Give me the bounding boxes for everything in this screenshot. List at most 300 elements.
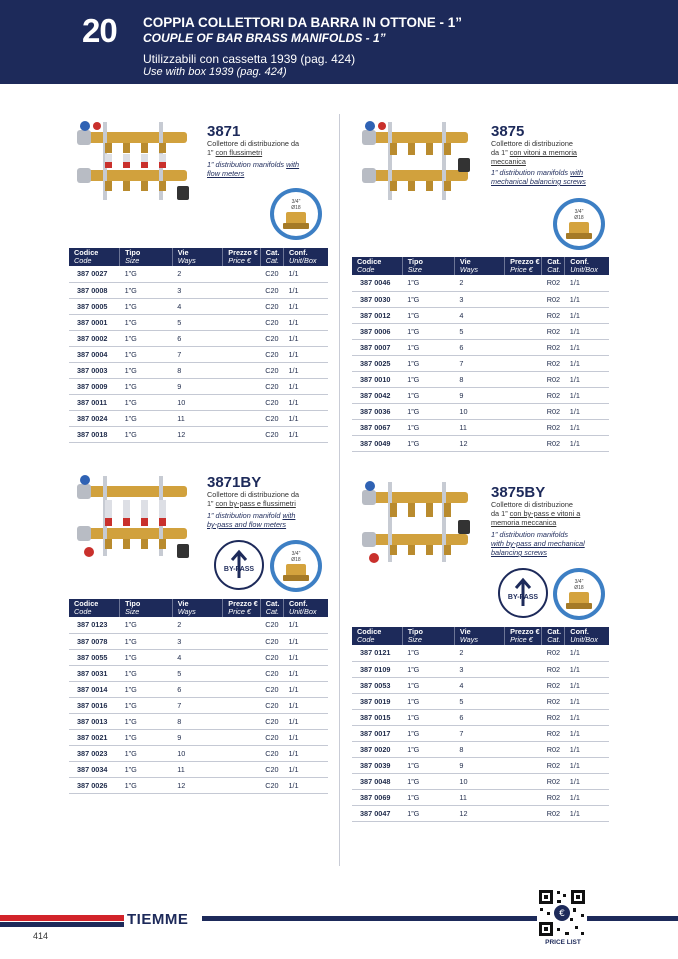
- table-cell: 1”G: [120, 729, 173, 745]
- table-cell: 7: [454, 725, 504, 741]
- table-cell: 1/1: [283, 681, 328, 697]
- table-row: [69, 282, 328, 298]
- table-cell: [223, 410, 260, 426]
- table-row: [69, 394, 328, 410]
- table-cell: 2: [454, 645, 504, 661]
- table-row: [69, 314, 328, 330]
- table-row: [69, 681, 328, 697]
- column-header: [454, 257, 504, 275]
- table-cell: 1/1: [565, 323, 609, 339]
- table-row: [69, 410, 328, 426]
- column-header-label-en: Size: [125, 607, 140, 616]
- column-header-label: Cat.: [547, 257, 562, 266]
- column-header: [172, 248, 223, 266]
- table-cell: [223, 394, 260, 410]
- table-cell: 387 0036: [352, 403, 402, 419]
- table-cell: 10: [172, 394, 223, 410]
- table-cell: [505, 693, 542, 709]
- table-cell: 1”G: [120, 330, 173, 346]
- table-row: [352, 757, 609, 773]
- table-row: [352, 661, 609, 677]
- column-header-label-en: Size: [125, 256, 140, 265]
- table-cell: 1”G: [120, 713, 173, 729]
- table-cell: [505, 275, 542, 291]
- table-row: [69, 649, 328, 665]
- table-cell: 387 0017: [352, 725, 402, 741]
- table-cell: R02: [542, 693, 565, 709]
- table-cell: 1”G: [402, 307, 454, 323]
- table-cell: 387 0019: [352, 693, 402, 709]
- product-code: 3871: [207, 123, 241, 140]
- table-cell: 10: [454, 773, 504, 789]
- table-cell: 6: [172, 330, 223, 346]
- table-cell: C20: [260, 410, 283, 426]
- column-header-label-en: Code: [357, 635, 375, 644]
- table-cell: [223, 346, 260, 362]
- footer-stripe-blue: [0, 922, 124, 927]
- column-header-label: Vie: [177, 248, 189, 257]
- column-header-label: Cat.: [265, 599, 280, 608]
- price-table-3875: [352, 257, 609, 452]
- column-header-label: Prezzo €: [510, 257, 540, 266]
- table-row: [352, 355, 609, 371]
- table-cell: 5: [454, 323, 504, 339]
- table-cell: 1”G: [402, 661, 454, 677]
- table-cell: 1”G: [402, 419, 454, 435]
- product-desc-it: Collettore di distribuzione da 1” con by-pass e flussimetri: [207, 490, 300, 508]
- table-cell: 11: [172, 410, 223, 426]
- table-cell: 1”G: [120, 410, 173, 426]
- table-cell: R02: [542, 355, 565, 371]
- table-cell: R02: [542, 773, 565, 789]
- table-cell: 387 0047: [352, 805, 402, 821]
- table-cell: 1/1: [565, 291, 609, 307]
- table-cell: 3: [454, 291, 504, 307]
- table-cell: [505, 323, 542, 339]
- table-row: [352, 645, 609, 661]
- table-row: [69, 378, 328, 394]
- table-cell: R02: [542, 661, 565, 677]
- table-cell: C20: [260, 729, 283, 745]
- column-header-label: Tipo: [407, 627, 423, 636]
- table-cell: 12: [454, 805, 504, 821]
- table-cell: 3: [172, 282, 223, 298]
- table-cell: 1”G: [402, 677, 454, 693]
- table-cell: 1/1: [565, 789, 609, 805]
- table-cell: [223, 378, 260, 394]
- table-cell: 387 0069: [352, 789, 402, 805]
- table-cell: C20: [260, 266, 283, 282]
- column-header-label-en: Price €: [510, 635, 533, 644]
- column-header: [260, 248, 283, 266]
- table-cell: 1/1: [283, 362, 328, 378]
- table-cell: 1”G: [402, 773, 454, 789]
- table-cell: C20: [260, 681, 283, 697]
- table-cell: R02: [542, 323, 565, 339]
- table-cell: R02: [542, 291, 565, 307]
- product-code: 3875: [491, 123, 525, 140]
- table-cell: 387 0109: [352, 661, 402, 677]
- table-cell: [505, 773, 542, 789]
- column-header: [223, 599, 260, 617]
- table-cell: 387 0027: [69, 266, 120, 282]
- column-divider: [339, 114, 340, 866]
- table-cell: 7: [172, 346, 223, 362]
- column-header-label: Vie: [177, 599, 189, 608]
- column-header: [402, 257, 454, 275]
- table-row: [352, 371, 609, 387]
- table-cell: R02: [542, 741, 565, 757]
- column-header-label: Vie: [459, 257, 471, 266]
- table-cell: 1/1: [565, 741, 609, 757]
- table-cell: [505, 709, 542, 725]
- table-cell: R02: [542, 757, 565, 773]
- table-cell: C20: [260, 761, 283, 777]
- column-header-label-en: Ways: [177, 607, 196, 616]
- table-cell: 1”G: [402, 339, 454, 355]
- table-cell: 1/1: [283, 298, 328, 314]
- table-cell: C20: [260, 314, 283, 330]
- table-cell: [223, 633, 260, 649]
- table-cell: R02: [542, 419, 565, 435]
- table-cell: 1”G: [120, 665, 173, 681]
- column-header-label: Codice: [357, 627, 382, 636]
- column-header-label-en: Unit/Box: [288, 607, 317, 616]
- table-cell: [223, 713, 260, 729]
- table-cell: 1/1: [283, 777, 328, 793]
- table-cell: R02: [542, 805, 565, 821]
- table-cell: 1”G: [402, 725, 454, 741]
- table-cell: 1/1: [565, 275, 609, 291]
- column-header-label-en: Unit/Box: [570, 265, 598, 274]
- table-cell: 1/1: [565, 419, 609, 435]
- table-cell: 9: [454, 757, 504, 773]
- product-image-3875: [360, 118, 475, 208]
- column-header-label-en: Unit/Box: [570, 635, 598, 644]
- table-cell: [505, 291, 542, 307]
- table-header-row: [352, 257, 609, 275]
- table-cell: R02: [542, 339, 565, 355]
- table-cell: [223, 681, 260, 697]
- table-row: [69, 298, 328, 314]
- table-row: [352, 307, 609, 323]
- column-header: [402, 627, 454, 645]
- table-cell: C20: [260, 362, 283, 378]
- table-cell: 1”G: [120, 681, 173, 697]
- table-cell: C20: [260, 298, 283, 314]
- usage-note: Utilizzabili con cassetta 1939 (pag. 424): [143, 52, 356, 66]
- table-cell: C20: [260, 665, 283, 681]
- table-cell: 387 0034: [69, 761, 120, 777]
- table-cell: [223, 617, 260, 633]
- table-cell: 1”G: [402, 291, 454, 307]
- table-cell: 1”G: [402, 757, 454, 773]
- table-cell: [505, 757, 542, 773]
- fitting-icon: 3/4" Ø18: [270, 540, 322, 592]
- table-cell: 1/1: [283, 729, 328, 745]
- table-cell: 5: [172, 665, 223, 681]
- page-title: COPPIA COLLETTORI DA BARRA IN OTTONE - 1”: [143, 15, 463, 30]
- column-header-label-en: Code: [74, 607, 92, 616]
- table-cell: 1”G: [120, 617, 173, 633]
- column-header-label-en: Price €: [510, 265, 533, 274]
- table-cell: 387 0048: [352, 773, 402, 789]
- table-cell: 9: [454, 387, 504, 403]
- table-cell: [505, 741, 542, 757]
- table-row: [352, 725, 609, 741]
- table-cell: R02: [542, 275, 565, 291]
- table-cell: [223, 761, 260, 777]
- table-cell: 3: [172, 633, 223, 649]
- table-cell: [505, 403, 542, 419]
- table-cell: 1”G: [120, 633, 173, 649]
- table-cell: C20: [260, 346, 283, 362]
- table-cell: 1/1: [283, 426, 328, 442]
- table-cell: C20: [260, 617, 283, 633]
- table-cell: [505, 725, 542, 741]
- table-cell: [223, 362, 260, 378]
- table-cell: [223, 314, 260, 330]
- table-cell: [505, 371, 542, 387]
- column-header-label: Prezzo €: [510, 627, 540, 636]
- table-cell: 1/1: [283, 314, 328, 330]
- table-cell: [505, 339, 542, 355]
- product-image-3871BY: [75, 472, 195, 564]
- fitting-icon: 3/4" Ø18: [553, 198, 605, 250]
- table-cell: C20: [260, 330, 283, 346]
- table-cell: 1”G: [120, 346, 173, 362]
- table-row: [69, 713, 328, 729]
- table-cell: 1”G: [120, 426, 173, 442]
- column-header: [505, 257, 542, 275]
- table-cell: C20: [260, 649, 283, 665]
- table-cell: 387 0013: [69, 713, 120, 729]
- column-header-label-en: Unit/Box: [288, 256, 317, 265]
- table-cell: R02: [542, 307, 565, 323]
- table-cell: [223, 777, 260, 793]
- column-header-label: Tipo: [407, 257, 423, 266]
- column-header-label: Tipo: [125, 599, 141, 608]
- column-header-label-en: Ways: [459, 635, 479, 644]
- table-cell: 1/1: [283, 346, 328, 362]
- product-desc-it: Collettore di distribuzione da 1” con vitoni a memoria meccanica: [491, 139, 577, 166]
- column-header-label-en: Cat.: [265, 256, 280, 265]
- column-header: [565, 627, 609, 645]
- table-cell: 387 0015: [352, 709, 402, 725]
- column-header: [352, 627, 402, 645]
- table-cell: 1”G: [402, 371, 454, 387]
- table-cell: 387 0024: [69, 410, 120, 426]
- table-cell: [505, 419, 542, 435]
- table-cell: 1”G: [120, 298, 173, 314]
- table-cell: 387 0005: [69, 298, 120, 314]
- column-header: [505, 627, 542, 645]
- column-header: [283, 248, 328, 266]
- product-code: 3871BY: [207, 474, 262, 491]
- table-cell: 387 0042: [352, 387, 402, 403]
- price-list-label: PRICE LIST: [545, 939, 581, 946]
- column-header-label: Conf.: [570, 257, 589, 266]
- footer-line: [202, 916, 678, 921]
- table-cell: 4: [454, 307, 504, 323]
- column-header: [69, 599, 120, 617]
- table-cell: C20: [260, 777, 283, 793]
- column-header-label-en: Size: [407, 265, 422, 274]
- table-cell: R02: [542, 677, 565, 693]
- table-cell: 1”G: [402, 403, 454, 419]
- table-cell: 387 0078: [69, 633, 120, 649]
- table-cell: 387 0002: [69, 330, 120, 346]
- table-cell: 1/1: [565, 403, 609, 419]
- table-cell: 387 0023: [69, 745, 120, 761]
- page-header: [0, 0, 678, 84]
- table-cell: [505, 355, 542, 371]
- table-cell: 387 0121: [352, 645, 402, 661]
- product-desc-en: 1” distribution manifolds with mechanical balancing screws: [491, 168, 586, 186]
- product-desc-it: Collettore di distribuzione da 1” con flussimetri: [207, 139, 300, 157]
- table-cell: 1/1: [283, 330, 328, 346]
- table-cell: 387 0014: [69, 681, 120, 697]
- table-cell: 1/1: [565, 661, 609, 677]
- table-cell: 1/1: [283, 665, 328, 681]
- column-header-label-en: Cat.: [547, 265, 561, 274]
- bypass-icon: BY-PASS: [498, 568, 548, 618]
- table-row: [352, 805, 609, 821]
- table-row: [69, 777, 328, 793]
- table-cell: R02: [542, 789, 565, 805]
- table-cell: [505, 677, 542, 693]
- table-cell: R02: [542, 725, 565, 741]
- column-header-label-en: Ways: [459, 265, 479, 274]
- table-cell: R02: [542, 403, 565, 419]
- table-cell: 1”G: [402, 275, 454, 291]
- table-cell: 1”G: [402, 355, 454, 371]
- table-row: [69, 362, 328, 378]
- table-cell: 5: [454, 693, 504, 709]
- table-cell: 2: [172, 617, 223, 633]
- column-header-label-en: Price €: [228, 256, 251, 265]
- table-cell: 1”G: [120, 761, 173, 777]
- table-row: [352, 435, 609, 451]
- table-cell: 11: [172, 761, 223, 777]
- column-header-label: Codice: [357, 257, 382, 266]
- column-header-label: Codice: [74, 248, 99, 257]
- table-header-row: [352, 627, 609, 645]
- table-cell: 1”G: [120, 282, 173, 298]
- table-row: [352, 419, 609, 435]
- table-cell: C20: [260, 633, 283, 649]
- table-cell: 387 0016: [69, 697, 120, 713]
- table-cell: 8: [172, 362, 223, 378]
- price-table-3871: [69, 248, 328, 443]
- column-header: [352, 257, 402, 275]
- column-header-label: Cat.: [547, 627, 562, 636]
- column-header-label: Cat.: [265, 248, 280, 257]
- table-cell: 10: [172, 745, 223, 761]
- table-row: [69, 330, 328, 346]
- table-cell: 1”G: [402, 645, 454, 661]
- column-header-label: Conf.: [288, 248, 308, 257]
- table-row: [352, 773, 609, 789]
- table-cell: C20: [260, 713, 283, 729]
- qr-code-icon[interactable]: [537, 888, 587, 938]
- table-cell: 1”G: [402, 323, 454, 339]
- table-cell: C20: [260, 378, 283, 394]
- table-cell: 387 0020: [352, 741, 402, 757]
- table-cell: 387 0004: [69, 346, 120, 362]
- table-row: [352, 677, 609, 693]
- table-cell: 12: [172, 777, 223, 793]
- table-cell: 1”G: [402, 741, 454, 757]
- table-cell: R02: [542, 387, 565, 403]
- table-cell: R02: [542, 371, 565, 387]
- table-cell: [223, 649, 260, 665]
- table-cell: 1/1: [565, 693, 609, 709]
- table-cell: [223, 426, 260, 442]
- table-row: [352, 387, 609, 403]
- table-cell: 2: [172, 266, 223, 282]
- table-cell: 1/1: [565, 805, 609, 821]
- product-image-3875BY: [360, 478, 475, 570]
- table-cell: 3: [454, 661, 504, 677]
- product-desc-en: 1” distribution manifolds with flow meters: [207, 160, 300, 178]
- price-table-3871BY: [69, 599, 328, 794]
- product-desc-en: 1” distribution manifold with by-pass and flow meters: [207, 511, 296, 529]
- table-cell: [223, 298, 260, 314]
- table-cell: [223, 729, 260, 745]
- table-cell: 1”G: [120, 649, 173, 665]
- footer-stripe-red: [0, 915, 124, 921]
- table-cell: 387 0010: [352, 371, 402, 387]
- table-cell: 387 0055: [69, 649, 120, 665]
- column-header-label-en: Price €: [228, 607, 251, 616]
- column-header-label: Codice: [74, 599, 99, 608]
- table-cell: 11: [454, 789, 504, 805]
- table-cell: 387 0009: [69, 378, 120, 394]
- table-cell: 387 0039: [352, 757, 402, 773]
- table-cell: 387 0001: [69, 314, 120, 330]
- brand-logo: TIEMME: [127, 911, 189, 928]
- table-cell: 7: [454, 355, 504, 371]
- table-cell: 1”G: [120, 697, 173, 713]
- table-cell: 387 0007: [352, 339, 402, 355]
- table-row: [69, 665, 328, 681]
- table-cell: 4: [172, 649, 223, 665]
- chapter-number: 20: [82, 12, 117, 49]
- table-cell: 1/1: [565, 773, 609, 789]
- table-cell: [505, 387, 542, 403]
- table-cell: [505, 307, 542, 323]
- table-cell: 387 0049: [352, 435, 402, 451]
- table-cell: [505, 661, 542, 677]
- table-cell: [505, 805, 542, 821]
- table-cell: 6: [172, 681, 223, 697]
- table-row: [69, 346, 328, 362]
- product-desc-en: 1” distribution manifolds with by-pass and mechanical balancing screws: [491, 530, 585, 557]
- table-row: [69, 697, 328, 713]
- usage-note-en: Use with box 1939 (pag. 424): [143, 66, 287, 78]
- table-cell: 11: [454, 419, 504, 435]
- column-header-label: Conf.: [288, 599, 308, 608]
- table-row: [352, 339, 609, 355]
- table-cell: 1/1: [283, 633, 328, 649]
- table-cell: 1”G: [120, 394, 173, 410]
- column-header: [542, 257, 565, 275]
- table-row: [352, 403, 609, 419]
- table-cell: [223, 745, 260, 761]
- page-title-en: COUPLE OF BAR BRASS MANIFOLDS - 1”: [143, 31, 386, 45]
- product-desc-it: Collettore di distribuzione da 1” con by-pass e vitoni a memoria meccanica: [491, 500, 581, 527]
